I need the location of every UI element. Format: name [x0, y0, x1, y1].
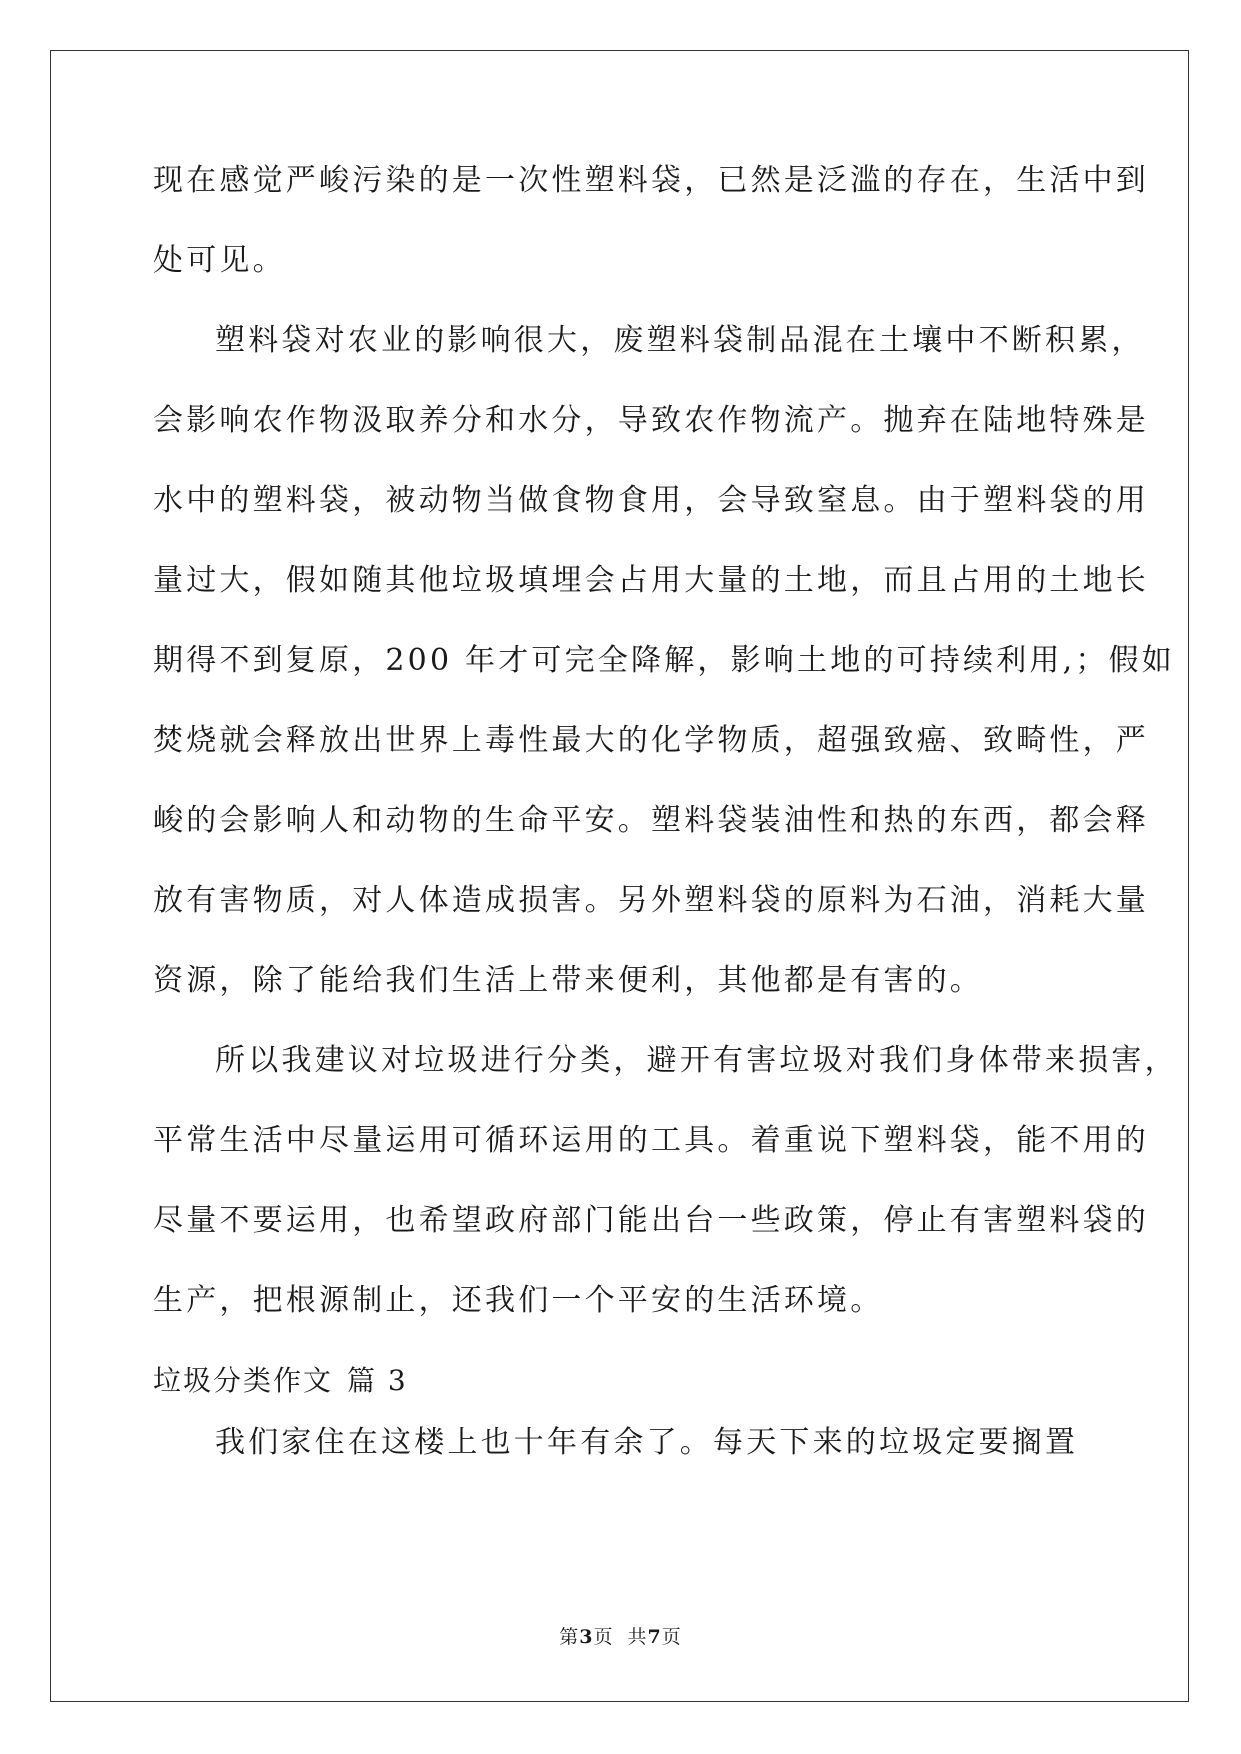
- paragraph-line: 处可见。: [153, 243, 286, 278]
- paragraph-line: 会影响农作物汲取养分和水分，导致农作物流产。抛弃在陆地特殊是: [153, 403, 1149, 438]
- page-current: 3: [579, 1626, 594, 1648]
- paragraph-line: 资源，除了能给我们生活上带来便利，其他都是有害的。: [153, 963, 983, 998]
- paragraph-line: 放有害物质，对人体造成损害。另外塑料袋的原料为石油，消耗大量: [153, 883, 1149, 918]
- paragraph-line: 尽量不要运用，也希望政府部门能出台一些政策，停止有害塑料袋的: [153, 1203, 1149, 1238]
- paragraph-line: 塑料袋对农业的影响很大，废塑料袋制品混在土壤中不断积累，: [215, 323, 1145, 358]
- paragraph-line: 量过大，假如随其他垃圾填埋会占用大量的土地，而且占用的土地长: [153, 563, 1149, 598]
- document-body: [153, 160, 1178, 1502]
- paragraph-line: 期得不到复原，200 年才可完全降解，影响土地的可持续利用,；假如: [153, 643, 1175, 678]
- page-total: 7: [647, 1626, 662, 1648]
- page-footer: 第3页 共7页: [559, 1626, 682, 1648]
- paragraph-line: 我们家住在这楼上也十年有余了。每天下来的垃圾定要搁置: [215, 1425, 1079, 1460]
- paragraph-line: 所以我建议对垃圾进行分类，避开有害垃圾对我们身体带来损害，: [215, 1043, 1178, 1078]
- paragraph-line: 峻的会影响人和动物的生命平安。塑料袋装油性和热的东西，都会释: [153, 803, 1149, 838]
- heading-title: 垃圾分类作文: [153, 1364, 334, 1397]
- paragraph-line: 现在感觉严峻污染的是一次性塑料袋，已然是泛滥的存在，生活中到: [153, 163, 1149, 198]
- paragraph-line: 平常生活中尽量运用可循环运用的工具。着重说下塑料袋，能不用的: [153, 1123, 1149, 1158]
- heading-part: 篇 3: [347, 1364, 408, 1397]
- paragraph-line: 焚烧就会释放出世界上毒性最大的化学物质，超强致癌、致畸性，严: [153, 723, 1149, 758]
- paragraph-line: 生产，把根源制止，还我们一个平安的生活环境。: [153, 1283, 884, 1318]
- paragraph-line: 水中的塑料袋，被动物当做食物食用，会导致窒息。由于塑料袋的用: [153, 483, 1149, 518]
- section-heading: [153, 1360, 1103, 1422]
